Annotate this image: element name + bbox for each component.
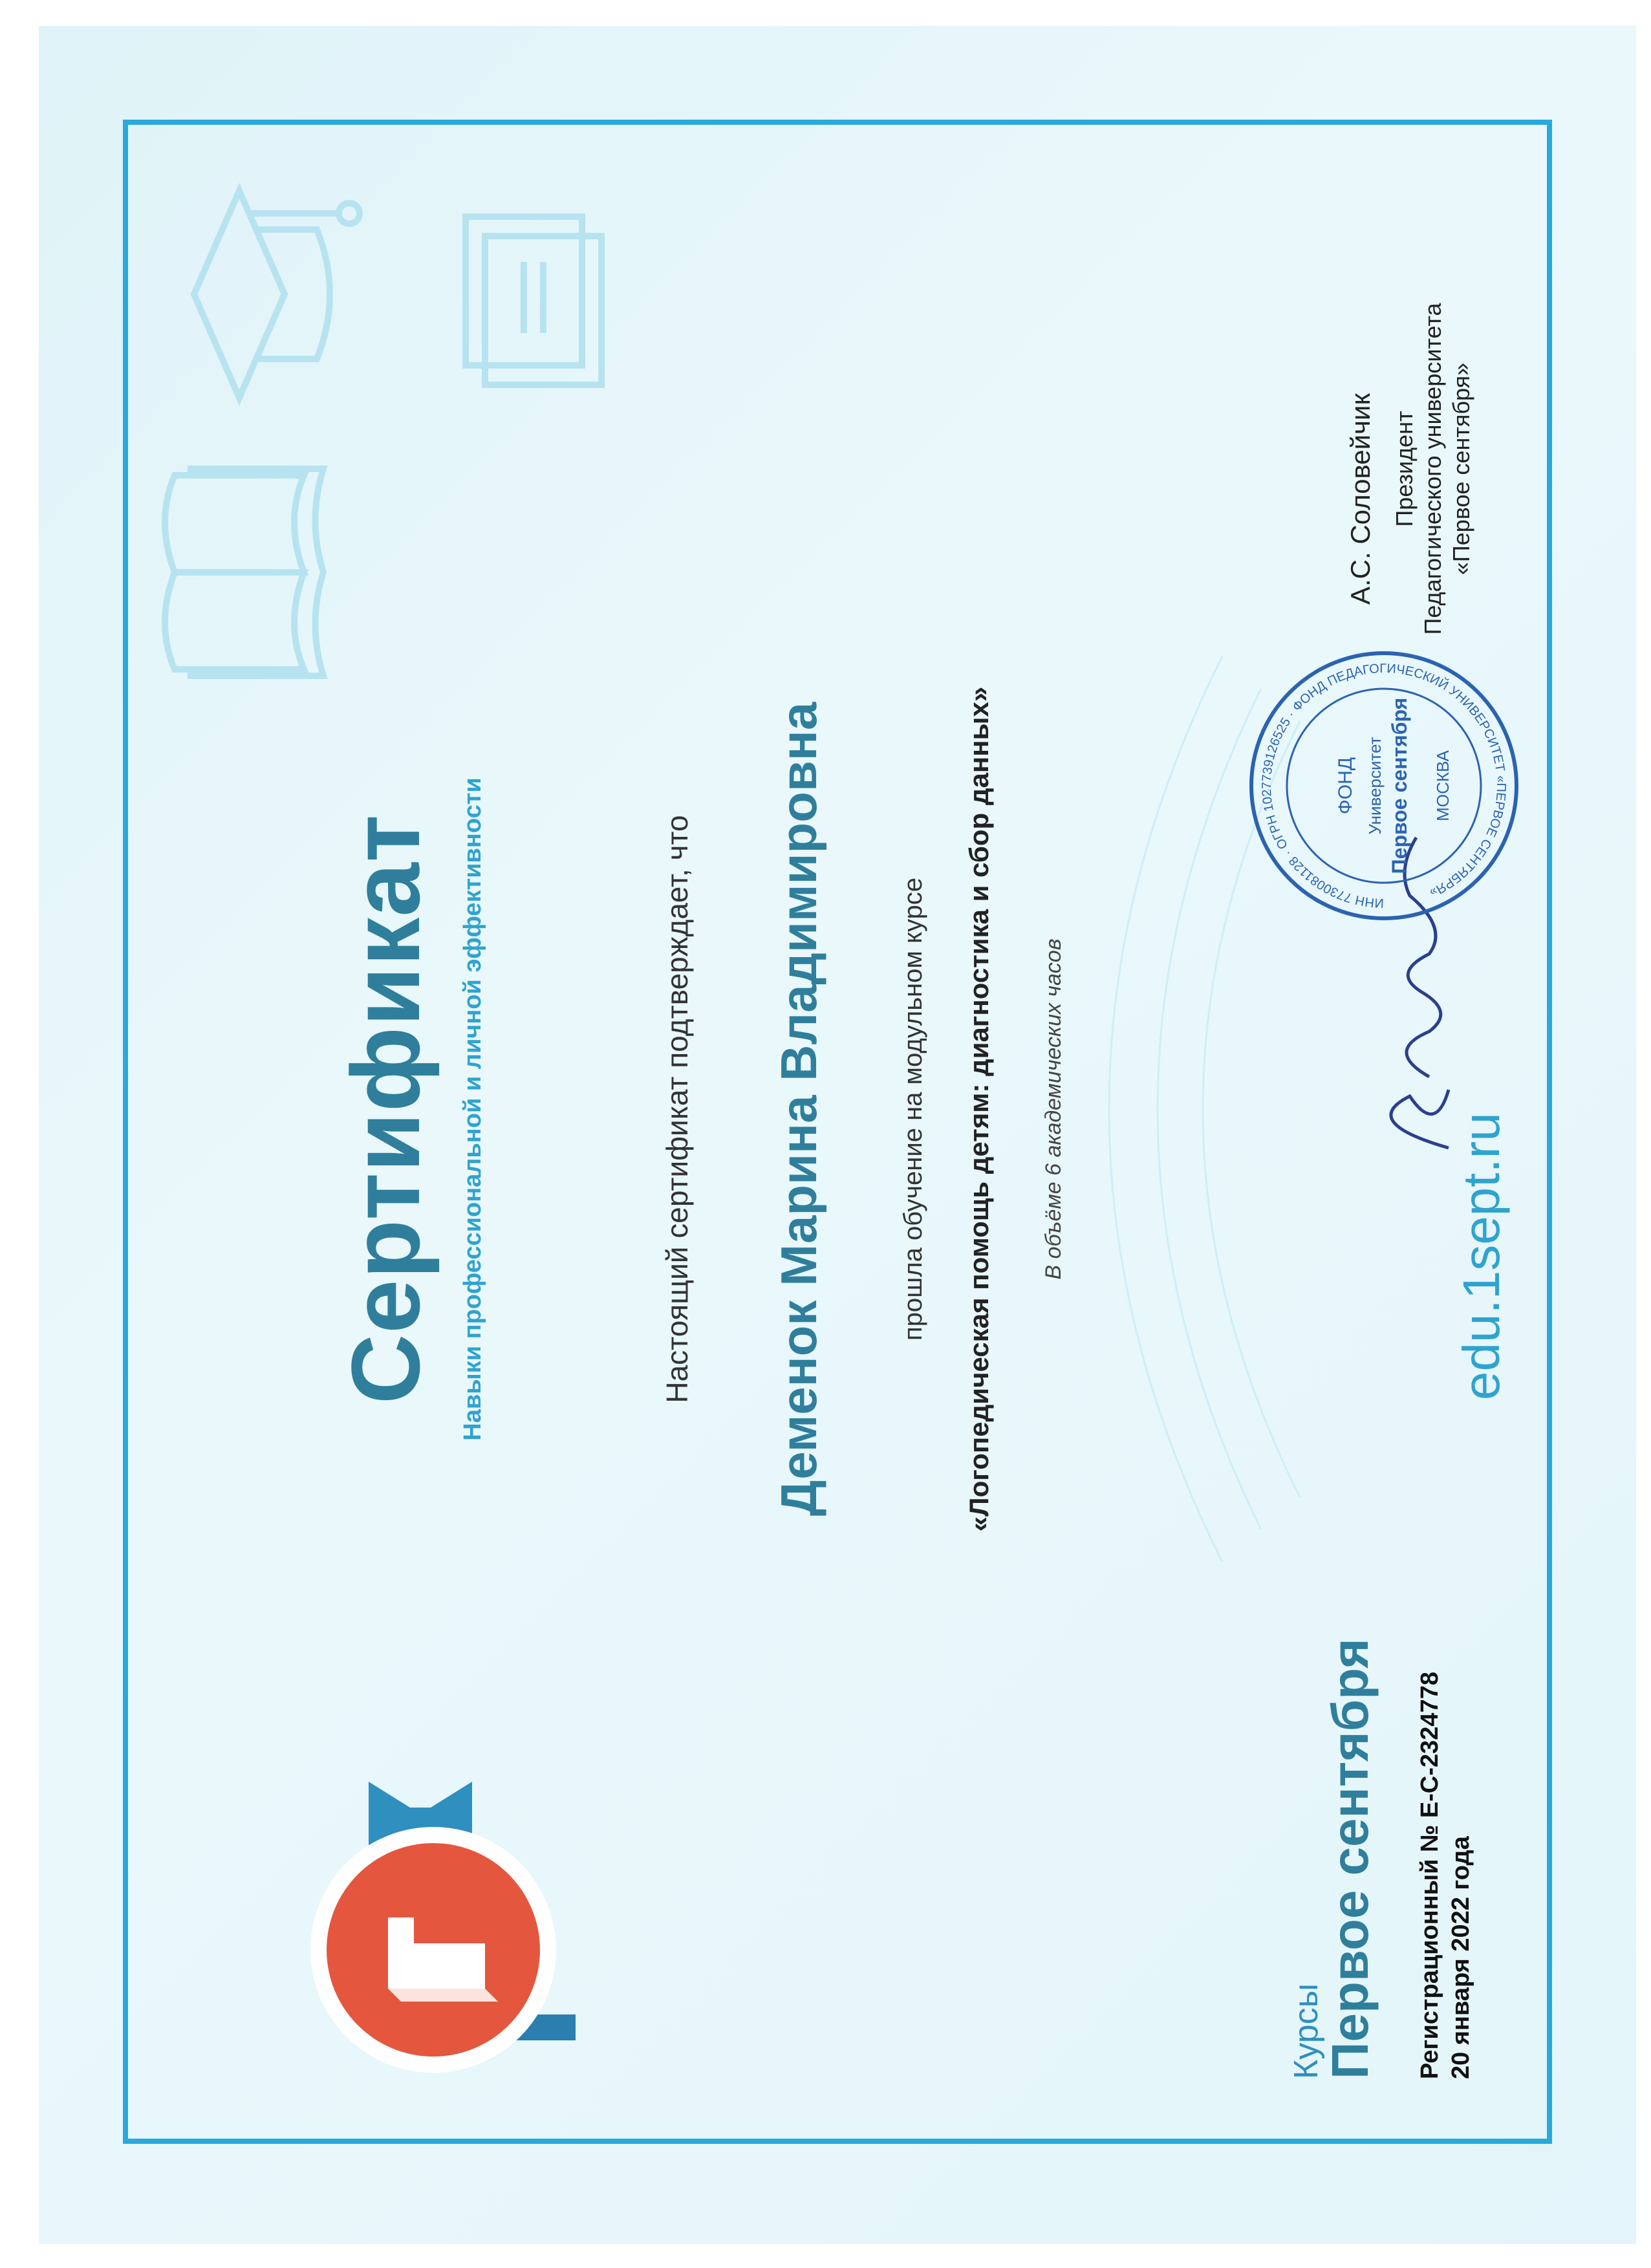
recipient-name: Деменок Марина Владимировна — [770, 702, 827, 1517]
stamp-line2: Первое сентября — [1388, 697, 1411, 874]
cap-tassel-icon — [339, 203, 360, 224]
official-stamp — [1242, 643, 1526, 928]
open-book-icon — [165, 469, 323, 676]
course-name: «Логопедическая помощь детям: диагностика и сбор данных» — [964, 686, 994, 1532]
course-hours: В объёме 6 академических часов — [1041, 938, 1066, 1280]
website-link[interactable]: edu.1sept.ru — [1452, 1112, 1510, 1400]
registration-number: Регистрационный № Е-С-2324778 — [1416, 1672, 1443, 2079]
brand-ribbon — [239, 1652, 705, 2118]
stamp-city: МОСКВА — [1433, 750, 1452, 821]
brand-name: Первое сентября — [1321, 1638, 1379, 2079]
signatory-name: А.С. Соловейчик — [1345, 393, 1376, 605]
signatory-position — [1390, 255, 1476, 682]
scanned-paper — [39, 26, 1636, 2244]
stamp-line1: Университет — [1365, 737, 1385, 835]
certificate-subtitle: Навыки профессиональной и личной эффективности — [459, 777, 486, 1441]
stamp-center-label: ФОНД — [1335, 757, 1356, 815]
folder-lines-icon — [524, 262, 543, 333]
certificate — [123, 120, 1552, 2144]
graduation-cap-icon — [194, 191, 340, 398]
signatory-position-line: Президент — [1391, 411, 1418, 527]
confirmation-text: Настоящий сертификат подтверждает, что — [660, 815, 694, 1403]
certificate-frame — [123, 120, 1552, 2144]
registration-date: 20 января 2022 года — [1447, 1836, 1474, 2079]
completion-text: прошла обучение на модульном курсе — [899, 878, 927, 1341]
signatory-position-line: Педагогического университета — [1419, 303, 1446, 635]
brand-courses-label: Курсы — [1288, 1983, 1325, 2079]
certificate-title: Сертификат — [331, 814, 440, 1405]
signatory-position-line: «Первое сентября» — [1448, 362, 1474, 576]
stamp-outer-text: ИНН 7730081128 · ОГРН 1027739126525 · ФОНД ПЕДАГОГИЧЕСКИЙ УНИВЕРСИТЕТ «ПЕРВОЕ СЕНТЯБРЯ» — [1259, 661, 1509, 911]
